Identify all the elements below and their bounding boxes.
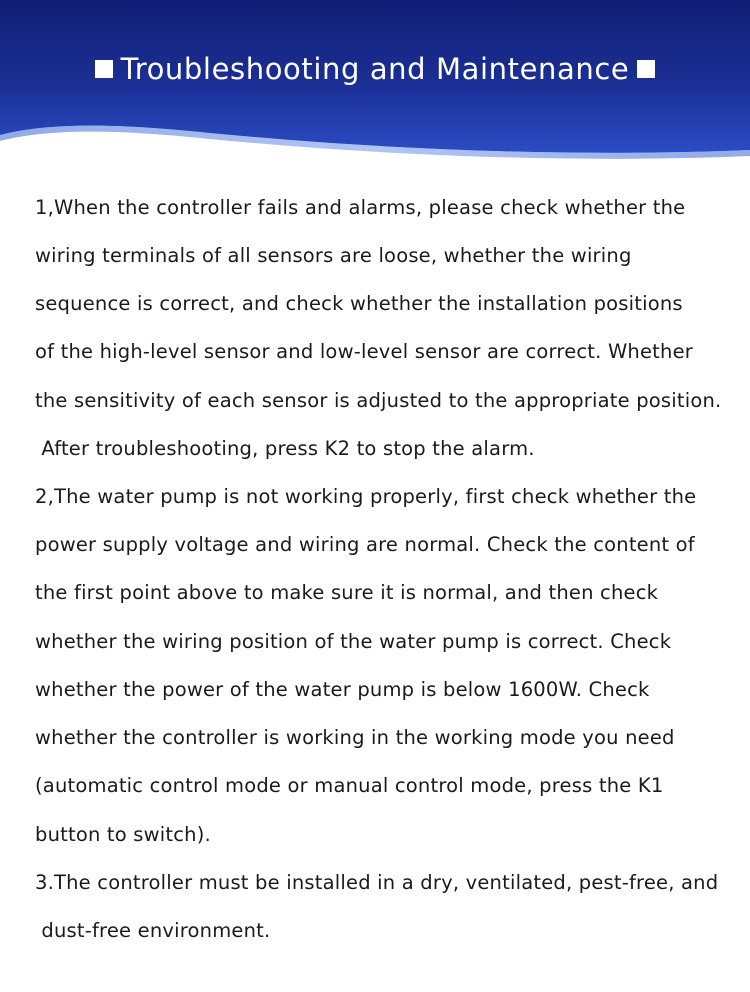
header-banner (0, 0, 750, 170)
text-line: whether the wiring position of the water pump is correct. Check (35, 630, 672, 653)
text-line: button to switch). (35, 823, 211, 846)
text-line: sequence is correct, and check whether the installation positions (35, 292, 683, 315)
square-icon (95, 60, 113, 78)
text-line: wiring terminals of all sensors are loose, whether the wiring (35, 244, 632, 267)
text-line: After troubleshooting, press K2 to stop the alarm. (35, 437, 535, 460)
text-line: (automatic control mode or manual control mode, press the K1 (35, 774, 664, 797)
text-line: dust-free environment. (35, 919, 271, 942)
text-line: 1,When the controller fails and alarms, please check whether the (35, 196, 686, 219)
square-icon (637, 60, 655, 78)
text-line: whether the controller is working in the working mode you need (35, 726, 675, 749)
text-line: the first point above to make sure it is normal, and then check (35, 581, 659, 604)
text-line: of the high-level sensor and low-level sensor are correct. Whether (35, 340, 694, 363)
text-line: 2,The water pump is not working properly, first check whether the (35, 485, 697, 508)
text-line: 3.The controller must be installed in a dry, ventilated, pest-free, and (35, 871, 719, 894)
title-row (0, 44, 750, 94)
page-title: Troubleshooting and Maintenance (120, 52, 630, 86)
text-line: power supply voltage and wiring are normal. Check the content of (35, 533, 695, 556)
text-line: the sensitivity of each sensor is adjusted to the appropriate position. (35, 389, 722, 412)
text-line: whether the power of the water pump is below 1600W. Check (35, 678, 650, 701)
